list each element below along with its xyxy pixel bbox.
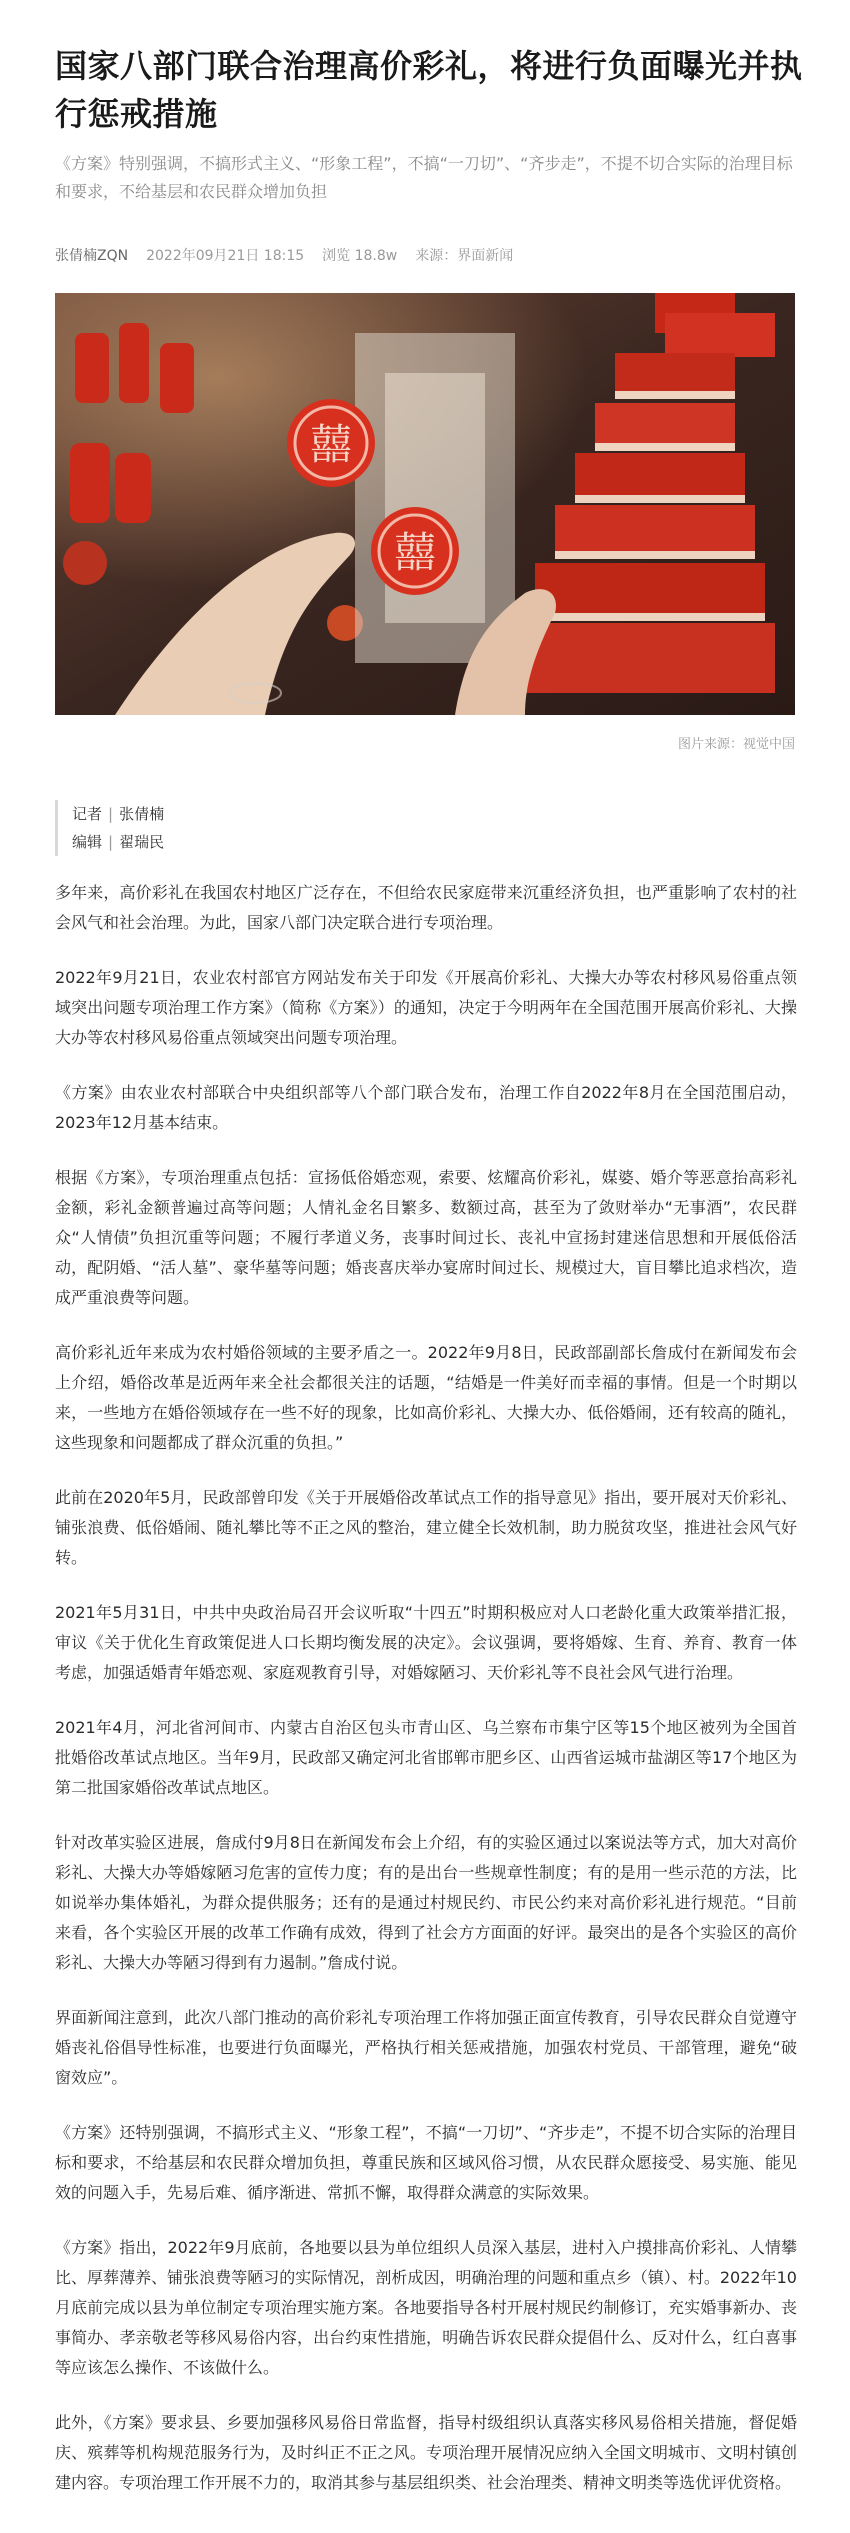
editor-label: 编辑 bbox=[72, 833, 103, 851]
editor-line: 编辑 | 翟瑞民 bbox=[72, 833, 165, 851]
paragraph: 高价彩礼近年来成为农村婚俗领域的主要矛盾之一。2022年9月8日，民政部副部长詹成付在新闻发布会上介绍，婚俗改革是近两年来全社会都很关注的话题，“结婚是一件美好而幸福的事情。但是一个时期以来，一些地方在婚俗领域存在一些不好的现象，比如高价彩礼、大操大办、低俗婚闹，还有较高的随礼，这些现象和问题都成了群众沉重的负担。” bbox=[55, 1343, 797, 1452]
paragraph: 《方案》由农业农村部联合中央组织部等八个部门联合发布，治理工作自2022年8月在全国范围启动，2023年12月基本结束。 bbox=[55, 1083, 797, 1132]
article-summary: 《方案》特别强调，不搞形式主义、“形象工程”，不搞“一刀切”、“齐步走”，不提不切合实际的治理目标和要求，不给基层和农民群众增加负担 bbox=[55, 154, 793, 201]
hero-image bbox=[55, 293, 795, 715]
reporter-line: 记者 | 张倩楠 bbox=[72, 805, 165, 823]
paragraph: 根据《方案》，专项治理重点包括：宣扬低俗婚恋观，索要、炫耀高价彩礼，媒婆、婚介等恶意抬高彩礼金额，彩礼金额普遍过高等问题；人情礼金名目繁多、数额过高，甚至为了敛财举办“无事酒”，农民群众“人情债”负担沉重等问题；不履行孝道义务，丧事时间过长、丧礼中宣扬封建迷信思想和开展低俗活动，配阴婚、“活人墓”、豪华墓等问题；婚丧喜庆举办宴席时间过长、规模过大，盲目攀比追求档次，造成严重浪费等问题。 bbox=[55, 1168, 797, 1307]
author-link[interactable]: 张倩楠ZQN bbox=[55, 248, 129, 264]
paragraph: 2021年5月31日，中共中央政治局召开会议听取“十四五”时期积极应对人口老龄化重大政策举措汇报，审议《关于优化生育政策促进人口长期均衡发展的决定》。会议强调，要将婚嫁、生育、养育、教育一体考虑，加强适婚青年婚恋观、家庭观教育引导，对婚嫁陋习、天价彩礼等不良社会风气进行治理。 bbox=[55, 1603, 797, 1682]
paragraph: 《方案》指出，2022年9月底前，各地要以县为单位组织人员深入基层，进村入户摸排高价彩礼、人情攀比、厚葬薄养、铺张浪费等陋习的实际情况，剖析成因，明确治理的问题和重点乡（镇）、村。2022年10月底前完成以县为单位制定专项治理实施方案。各地要指导各村开展村规民约制修订，充实婚事新办、丧事简办、孝亲敬老等移风易俗内容，出台约束性措施，明确告诉农民群众提倡什么、反对什么，红白喜事等应该怎么操作、不该做什么。 bbox=[55, 2238, 797, 2377]
paragraph: 此外，《方案》要求县、乡要加强移风易俗日常监督，指导村级组织认真落实移风易俗相关措施，督促婚庆、殡葬等机构规范服务行为，及时纠正不正之风。专项治理开展情况应纳入全国文明城市、文明村镇创建内容。专项治理工作开展不力的，取消其参与基层组织类、社会治理类、精神文明类等选优评优资格。 bbox=[55, 2413, 797, 2492]
image-credit: 图片来源：视觉中国 bbox=[677, 737, 795, 752]
paragraph: 2022年9月21日，农业农村部官方网站发布关于印发《开展高价彩礼、大操大办等农村移风易俗重点领域突出问题专项治理工作方案》（简称《方案》）的通知，决定于今明两年在全国范围开展高价彩礼、大操大办等农村移风易俗重点领域突出问题专项治理。 bbox=[55, 968, 797, 1047]
reporter-name: 张倩楠 bbox=[119, 805, 165, 823]
byline-box bbox=[55, 800, 164, 856]
svg-text:囍: 囍 bbox=[309, 420, 353, 469]
reporter-label: 记者 bbox=[72, 805, 103, 823]
paragraph: 此前在2020年5月，民政部曾印发《关于开展婚俗改革试点工作的指导意见》指出，要开展对天价彩礼、铺张浪费、低俗婚闹、随礼攀比等不正之风的整治，建立健全长效机制，助力脱贫攻坚，推进社会风气好转。 bbox=[55, 1488, 797, 1567]
editor-name: 翟瑞民 bbox=[119, 833, 165, 851]
paragraph: 《方案》还特别强调，不搞形式主义、“形象工程”，不搞“一刀切”、“齐步走”，不提不切合实际的治理目标和要求，不给基层和农民群众增加负担，尊重民族和区域风俗习惯，从农民群众愿接受、易实施、能见效的问题入手，先易后难、循序渐进、常抓不懈，取得群众满意的实际效果。 bbox=[55, 2123, 797, 2202]
view-count: 浏览 18.8w bbox=[322, 248, 398, 264]
paragraph: 界面新闻注意到，此次八部门推动的高价彩礼专项治理工作将加强正面宣传教育，引导农民群众自觉遵守婚丧礼俗倡导性标准，也要进行负面曝光，严格执行相关惩戒措施，加强农村党员、干部管理，避免“破窗效应”。 bbox=[55, 2008, 797, 2087]
article-meta bbox=[55, 245, 513, 265]
publish-date: 2022年09月21日 18:15 bbox=[146, 248, 305, 264]
paragraph: 针对改革实验区进展，詹成付9月8日在新闻发布会上介绍，有的实验区通过以案说法等方式，加大对高价彩礼、大操大办等婚嫁陋习危害的宣传力度；有的是出台一些规章性制度；有的是用一些示范的方法，比如说举办集体婚礼，为群众提供服务；还有的是通过村规民约、市民公约来对高价彩礼进行规范。“目前来看，各个实验区开展的改革工作确有成效，得到了社会方方面面的好评。最突出的是各个实验区的高价彩礼、大操大办等陋习得到有力遏制。”詹成付说。 bbox=[55, 1833, 797, 1972]
paragraph: 多年来，高价彩礼在我国农村地区广泛存在，不但给农民家庭带来沉重经济负担，也严重影响了农村的社会风气和社会治理。为此，国家八部门决定联合进行专项治理。 bbox=[55, 883, 797, 932]
article-body bbox=[55, 878, 797, 2523]
svg-text:囍: 囍 bbox=[393, 528, 437, 577]
source: 来源：界面新闻 bbox=[415, 248, 514, 264]
paragraph: 2021年4月，河北省河间市、内蒙古自治区包头市青山区、乌兰察布市集宁区等15个地区被列为全国首批婚俗改革试点地区。当年9月，民政部又确定河北省邯郸市肥乡区、山西省运城市盐湖区等17个地区为第二批国家婚俗改革试点地区。 bbox=[55, 1718, 797, 1797]
article-title: 国家八部门联合治理高价彩礼，将进行负面曝光并执行惩戒措施 bbox=[55, 47, 803, 133]
